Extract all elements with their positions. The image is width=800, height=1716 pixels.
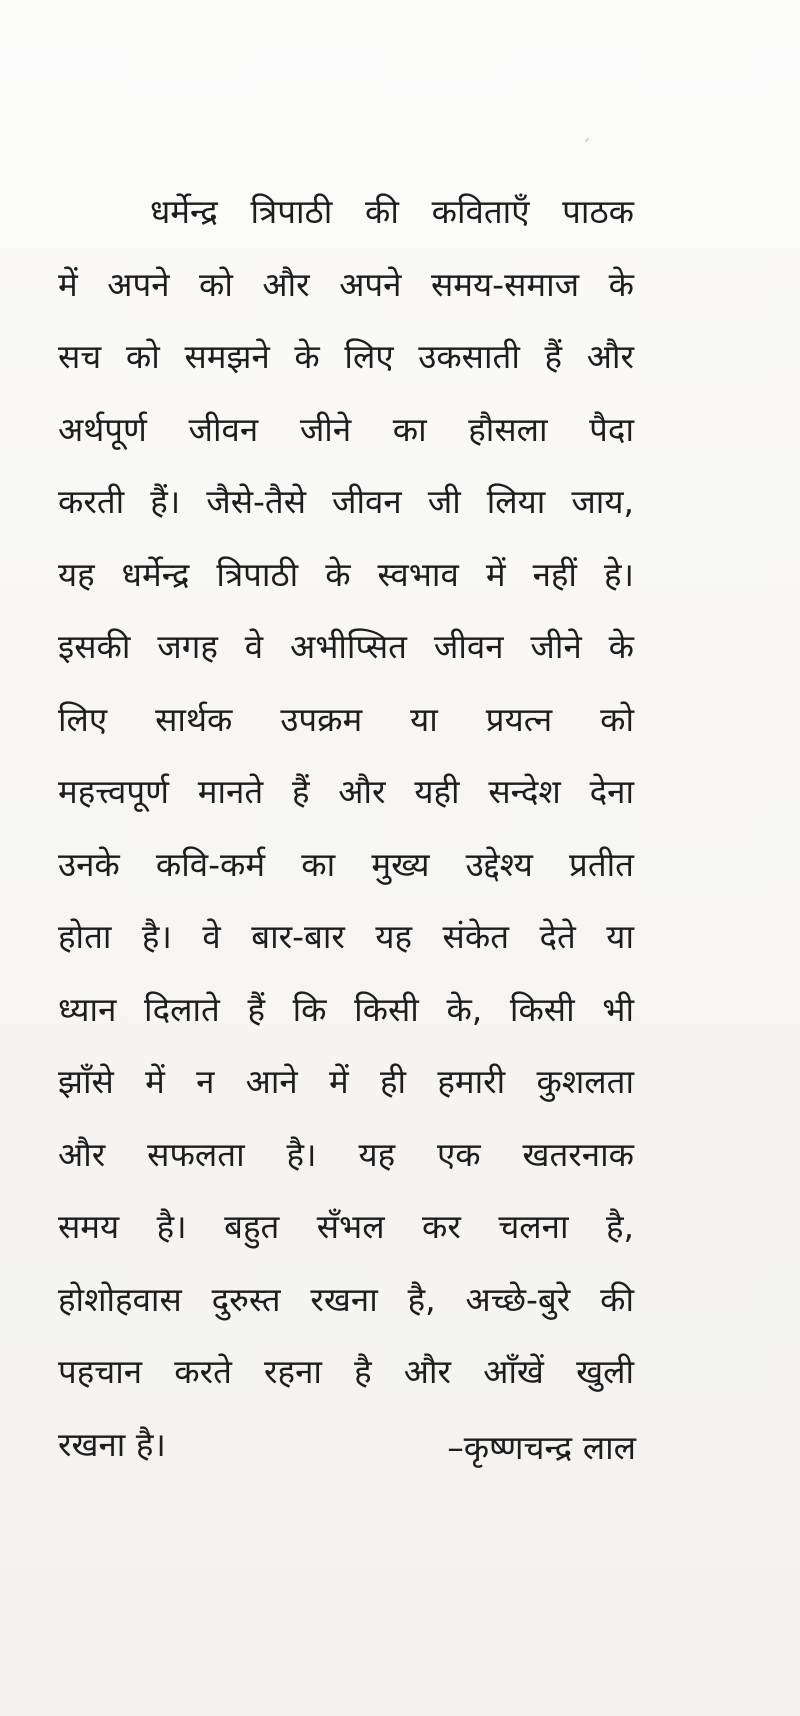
paragraph-line: समय है। बहुत सँभल कर चलना है, xyxy=(58,1207,634,1246)
paragraph-line: रखना है। xyxy=(58,1424,166,1464)
paragraph-line: ध्यान दिलाते हैं कि किसी के, किसी भी xyxy=(58,989,634,1029)
paragraph-line: यह धर्मेन्द्र त्रिपाठी के स्वभाव में नहीं हे। xyxy=(58,554,634,594)
paragraph-line: होता है। वे बार-बार यह संकेत देते या xyxy=(58,917,634,956)
paragraph-line: सच को समझने के लिए उकसाती हैं और xyxy=(58,337,634,376)
paragraph-line: उनके कवि-कर्म का मुख्य उद्देश्य प्रतीत xyxy=(58,844,634,884)
paragraph xyxy=(58,176,634,1481)
author-signature: –कृष्णचन्द्र लाल xyxy=(447,1428,636,1467)
paragraph-line: पहचान करते रहना है और आँखें खुली xyxy=(58,1352,634,1391)
paragraph-line: लिए सार्थक उपक्रम या प्रयत्न को xyxy=(58,699,634,739)
paragraph-line: झाँसे में न आने में ही हमारी कुशलता xyxy=(58,1062,634,1101)
paper-speck xyxy=(585,138,589,142)
paragraph-line: में अपने को और अपने समय-समाज के xyxy=(58,264,634,304)
paragraph-line: अर्थपूर्ण जीवन जीने का हौसला पैदा xyxy=(58,409,634,449)
paragraph-line: इसकी जगह वे अभीप्सित जीवन जीने के xyxy=(58,627,634,666)
paragraph-line: धर्मेन्द्र त्रिपाठी की कविताएँ पाठक xyxy=(150,192,634,231)
paragraph-line: होशोहवास दुरुस्त रखना है, अच्छे-बुरे की xyxy=(58,1279,634,1319)
paragraph-line: करती हैं। जैसे-तैसे जीवन जी लिया जाय, xyxy=(58,482,634,521)
paragraph-line: महत्त्वपूर्ण मानते हैं और यही सन्देश देना xyxy=(58,772,634,811)
paragraph-line: और सफलता है। यह एक खतरनाक xyxy=(58,1134,634,1174)
